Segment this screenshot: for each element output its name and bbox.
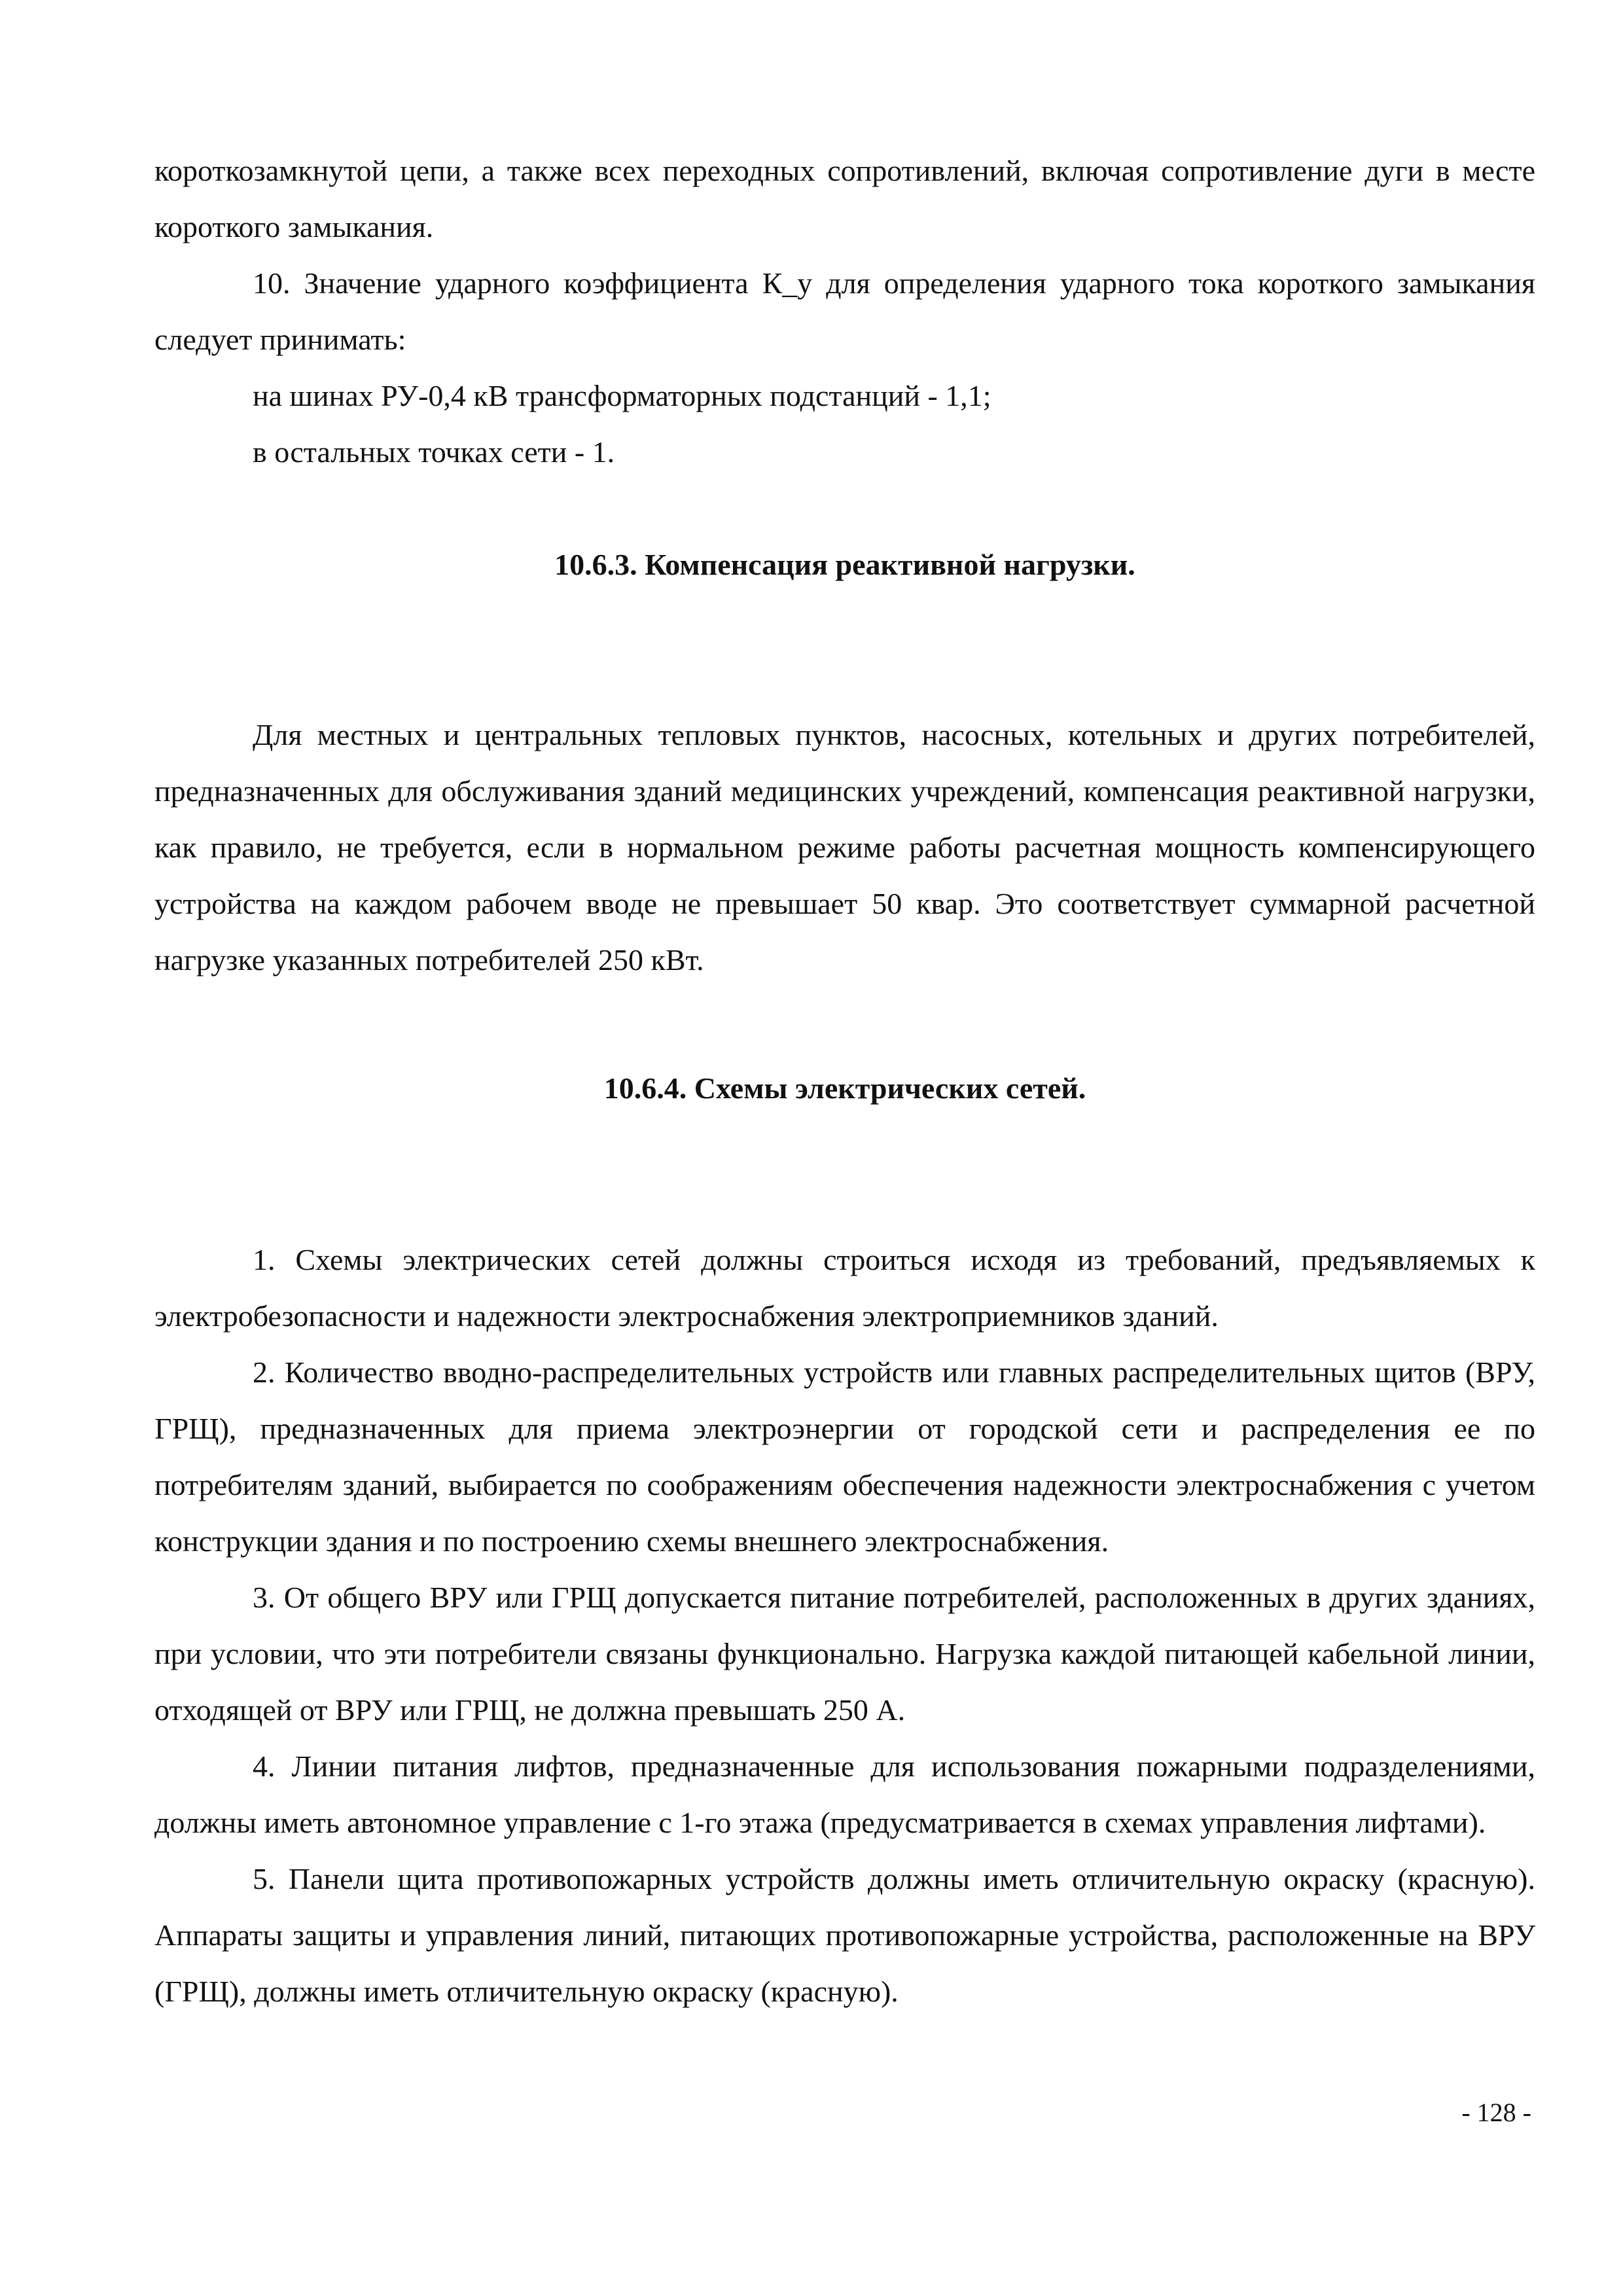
section-heading-10-6-3: 10.6.3. Компенсация реактивной нагрузки. — [554, 548, 1135, 581]
page-number: - 128 - — [1461, 2098, 1531, 2127]
item-10-option-a: на шинах РУ-0,4 кВ трансформаторных подстанций - 1,1; — [253, 379, 991, 412]
list-item-4: 4. Линии питания лифтов, предназначенные для использования пожарными подразделениями, должны иметь автономное управление с 1-го этажа (предусматривается в схемах управления лифтами). — [154, 1749, 1535, 1839]
section-heading-10-6-4: 10.6.4. Схемы электрических сетей. — [603, 1071, 1086, 1105]
section-10-6-3-paragraph: Для местных и центральных тепловых пунктов, насосных, котельных и других потребителей, предназначенных для обслуживания зданий медицинских учреждений, компенсация реактивной нагрузки, как правило, не требуется, если в нормальном режиме работы расчетная мощность компенсирующего устройства на каждом рабочем вводе не превышает 50 квар. Это соответствует суммарной расчетной нагрузке указанных потребителей 250 кВт. — [154, 718, 1535, 977]
document-page — [154, 143, 1535, 2020]
list-item-1: 1. Схемы электрических сетей должны строиться исходя из требований, предъявляемых к электробезопасности и надежности электроснабжения электроприемников зданий. — [154, 1243, 1535, 1333]
list-item-3: 3. От общего ВРУ или ГРЩ допускается питание потребителей, расположенных в других зданиях, при условии, что эти потребители связаны функционально. Нагрузка каждой питающей кабельной линии, отходящей от ВРУ или ГРЩ, не должна превышать 250 А. — [154, 1581, 1535, 1727]
continuation-paragraph: короткозамкнутой цепи, а также всех переходных сопротивлений, включая сопротивление дуги в месте короткого замыкания. — [154, 154, 1535, 243]
item-10-paragraph: 10. Значение ударного коэффициента К_у для определения ударного тока короткого замыкания следует принимать: — [154, 266, 1535, 356]
item-10-option-b: в остальных точках сети - 1. — [253, 435, 615, 469]
list-item-2: 2. Количество вводно-распределительных устройств или главных распределительных щитов (ВРУ, ГРЩ), предназначенных для приема электроэнергии от городской сети и распределения ее по потребителям зданий, выбирается по соображениям обеспечения надежности электроснабжения с учетом конструкции здания и по построению схемы внешнего электроснабжения. — [154, 1355, 1535, 1558]
list-item-5: 5. Панели щита противопожарных устройств должны иметь отличительную окраску (красную). Аппараты защиты и управления линий, питающих противопожарные устройства, расположенные на ВРУ (ГРЩ), должны иметь отличительную окраску (красную). — [154, 1862, 1535, 2008]
